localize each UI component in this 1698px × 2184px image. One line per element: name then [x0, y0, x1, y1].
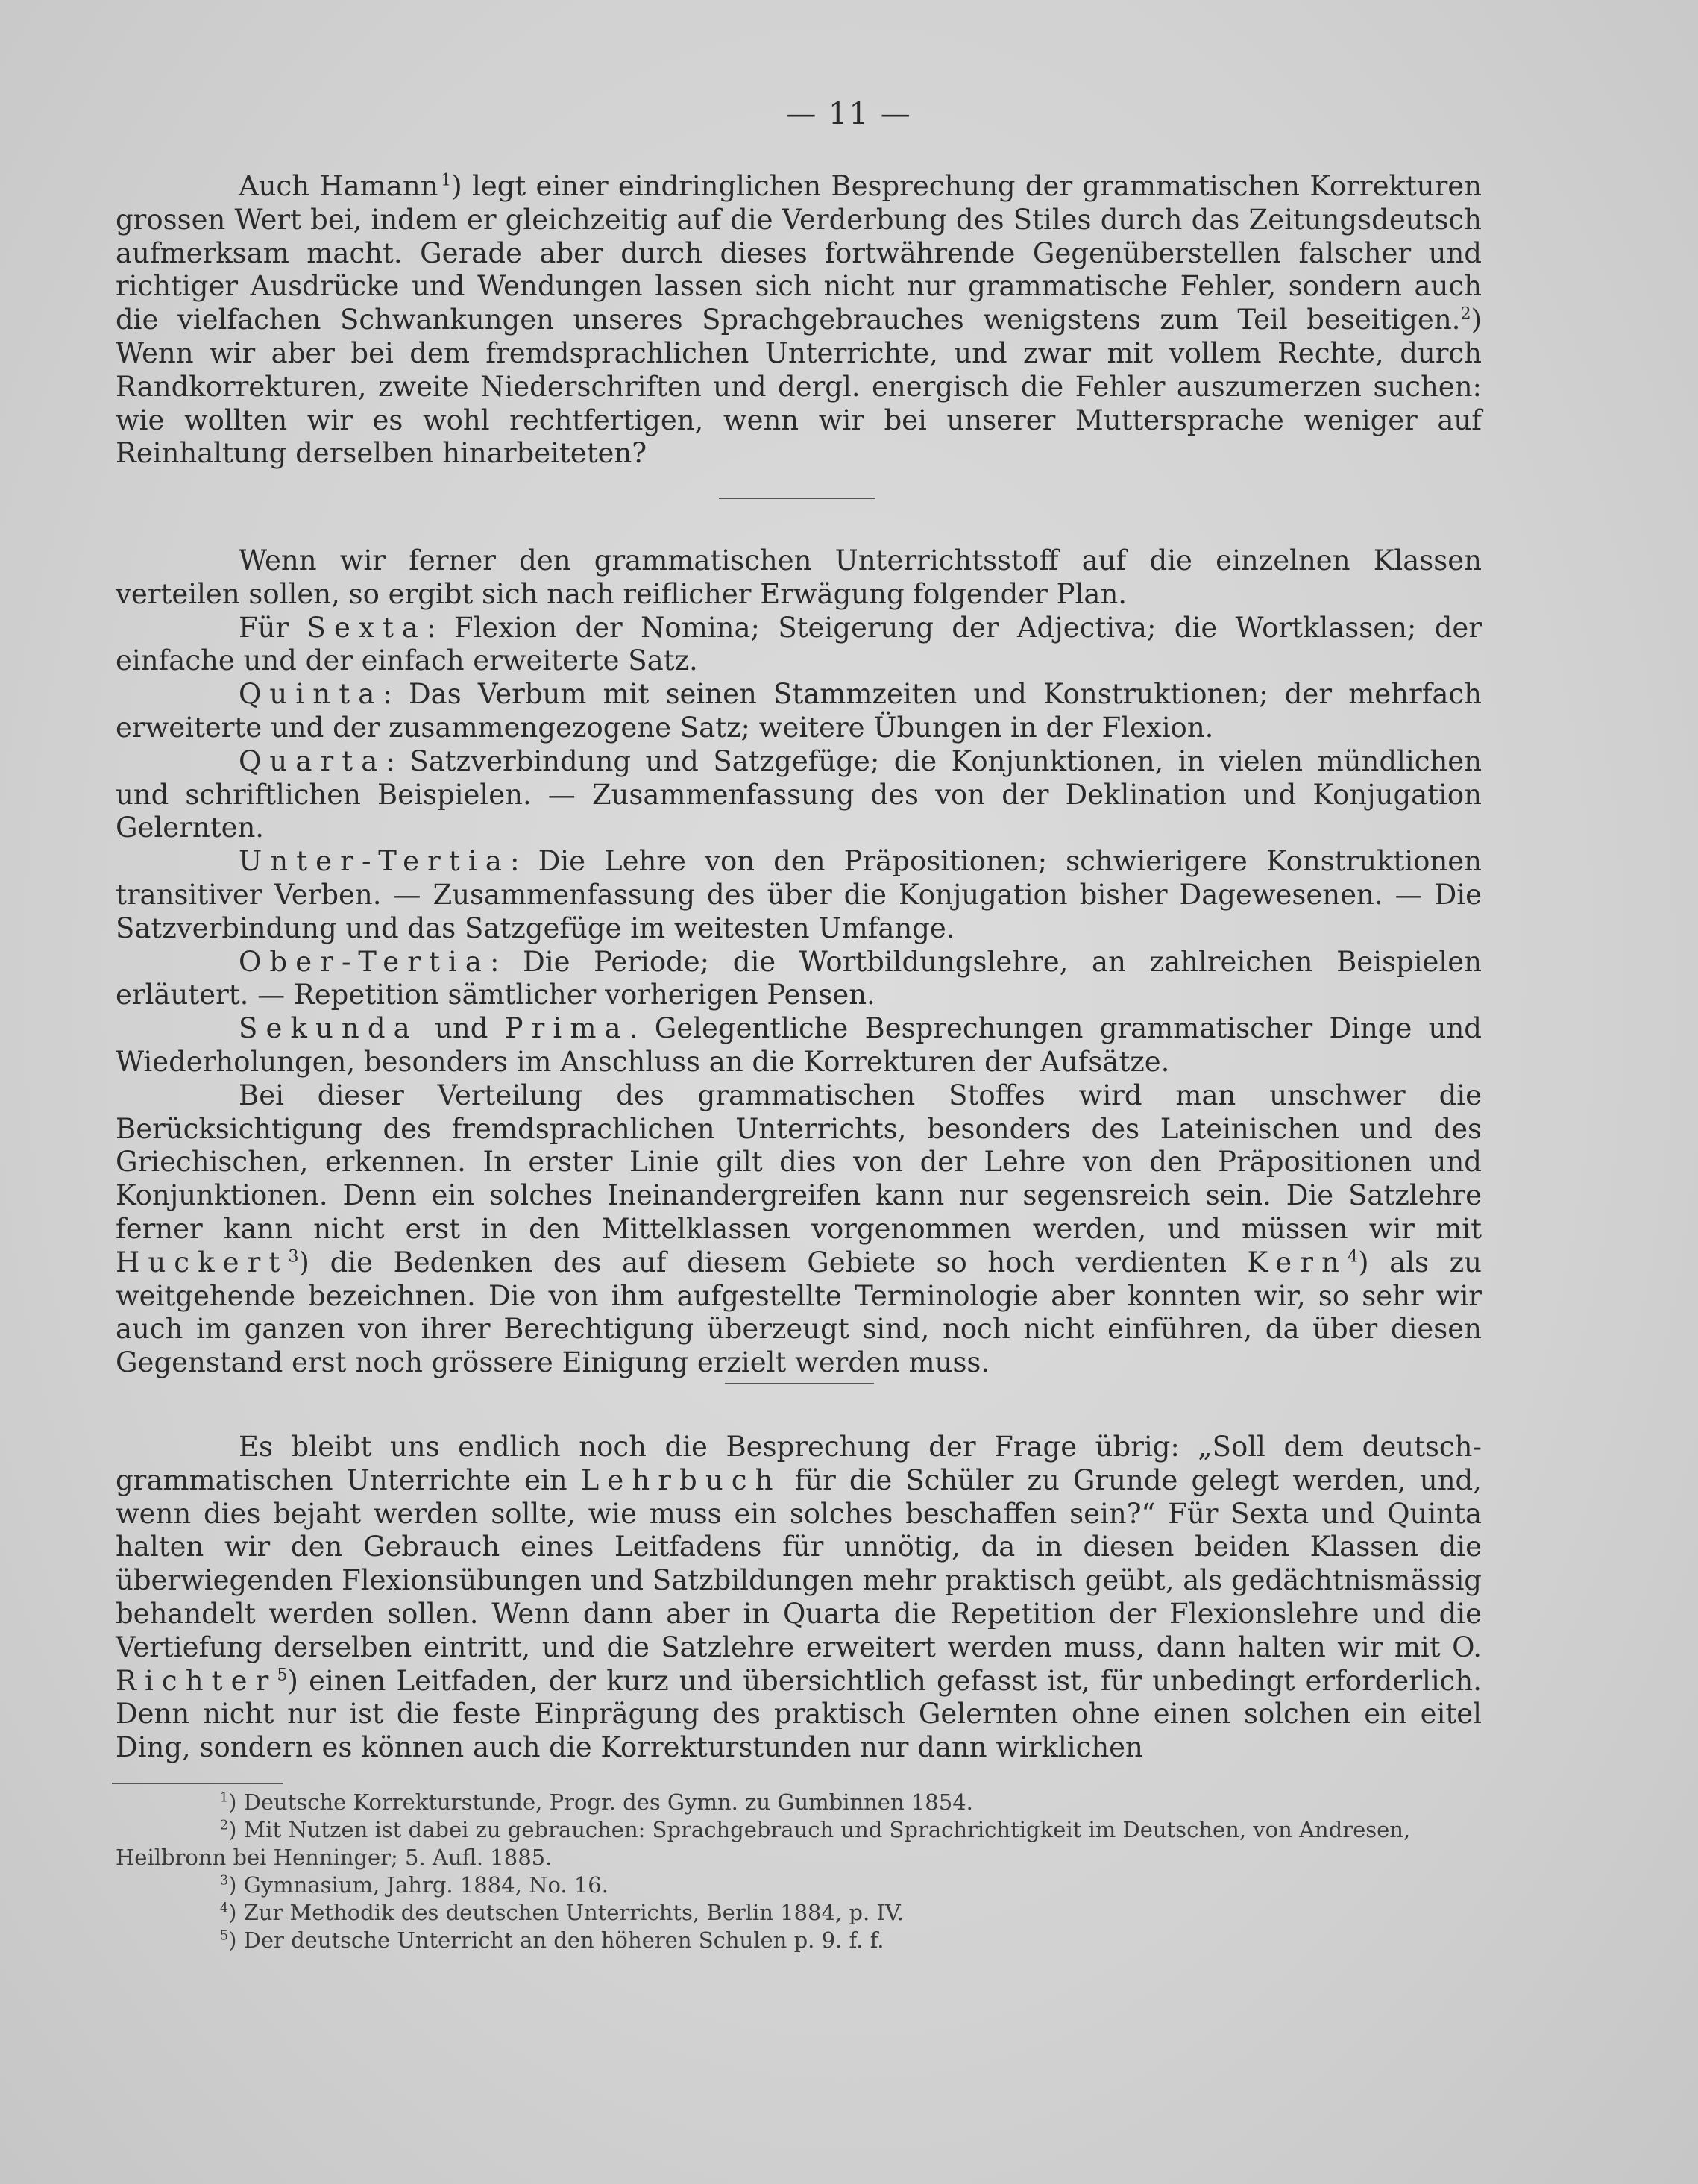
paragraph-intro: Wenn wir ferner den grammatischen Unterrichtsstoff auf die einzelnen Klassen verteilen sollen, so ergibt sich nach reiflicher Erwägung folgender Plan. [116, 545, 1482, 610]
text-run: Bei dieser Verteilung des grammatischen Stoffes wird man unschwer die Berücksichtigung des fremdsprachlichen Unterrichts, besonders des Lateinischen und des Griechischen, erkennen. In erster Linie gilt dies von der Lehre von den Präpositionen und Konjunktionen. Denn ein solches Ineinandergreifen kann nur segensreich sein. Die Satzlehre ferner kann nicht erst in den Mittelklassen vorgenommen werden, und müssen wir mit [116, 1079, 1482, 1245]
text-run: Auch Hamann [239, 170, 438, 202]
footnote-4 [116, 1899, 1482, 1927]
author-kern: Kern [1247, 1246, 1348, 1278]
class-label-quarta: Quarta [239, 744, 386, 777]
text-run: : Die Lehre von den Präpositionen; schwierigere Konstruktionen transitiver Verben. — Zusammenfassung des über die Konjugation bisher Dagewesenen. — Die Satzverbindung und das Satzgefüge im weitesten Umfange. [116, 845, 1482, 944]
text-run: : Das Verbum mit seinen Stammzeiten und Konstruktionen; der mehrfach erweiterte und der zusammengezogene Satz; weitere Übungen in der Flexion. [116, 678, 1482, 744]
footnote-5 [116, 1927, 1482, 1954]
footnote-ref: 4 [1348, 1246, 1359, 1267]
paragraph-verteilung [116, 1079, 1482, 1380]
text-run: ) legt einer eindringlichen Besprechung der grammatischen Korrekturen grossen Wert bei, indem er gleichzeitig auf die Verderbung des Stiles durch das Zeitungsdeutsch aufmerksam macht. Gerade aber durch dieses fortwährende Gegenüberstellen falscher und richtiger Ausdrücke und Wendungen lassen sich nicht nur grammatische Fehler, sondern auch die vielfachen Schwankungen unseres Sprachgebrauches wenigstens zum Teil beseitigen. [116, 170, 1482, 336]
footnote-ref: 5 [277, 1665, 288, 1685]
section-divider [719, 498, 875, 499]
footnote-text: ) Der deutsche Unterricht an den höheren Schulen p. 9. f. f. [228, 1927, 884, 1953]
text-run: für die Schüler zu Grunde gelegt werden, und, wenn dies bejaht werden sollte, wie muss ein solches beschaffen sein?“ Für Sexta und Quinta halten wir den Gebrauch eines Leitfadens für unnötig, da in diesen beiden Klassen die überwiegenden Flexionsübungen und Satzbildungen mehr praktisch geübt, als gedächtnismässig behandelt werden sollen. Wenn dann aber in Quarta die Repetition der Flexionslehre und die Vertiefung derselben eintritt, und die Satzlehre erweitert werden muss, dann halten wir mit O. [116, 1463, 1482, 1663]
footnotes [116, 1789, 1482, 1954]
class-label-quinta: Quinta [239, 678, 383, 711]
footnote-number: 3 [220, 1873, 229, 1889]
footnote-text: ) Zur Methodik des deutschen Unterrichts, Berlin 1884, p. IV. [228, 1900, 904, 1925]
text-run: und [435, 1012, 488, 1045]
paragraph-sekunda-prima [116, 1012, 1482, 1079]
author-huckert: Huckert [116, 1246, 289, 1278]
footnote-text: ) Gymnasium, Jahrg. 1884, No. 16. [228, 1872, 609, 1898]
footnote-1 [116, 1789, 1482, 1816]
paragraph-lehrbuch [116, 1431, 1482, 1765]
term-lehrbuch: Lehrbuch [580, 1463, 782, 1496]
footnote-number: 5 [220, 1928, 229, 1944]
text-run: ) die Bedenken des auf diesem Gebiete so hoch verdienten [298, 1246, 1227, 1278]
paragraph-sexta [116, 612, 1482, 679]
class-label-ober-tertia: Ober-Tertia [239, 945, 491, 978]
class-label-unter-tertia: Unter-Tertia [239, 845, 510, 878]
footnote-text: ) Mit Nutzen ist dabei zu gebrauchen: Sprachgebrauch und Sprachrichtigkeit im Deutschen, von Andresen, Heilbronn bei Henninger; 5. Aufl. 1885. [116, 1817, 1411, 1870]
footnote-number: 4 [220, 1901, 229, 1916]
footnote-ref: 3 [288, 1246, 299, 1267]
section-lehrplan [116, 545, 1482, 1380]
text-run: : Die Periode; die Wortbildungslehre, an zahlreichen Beispielen erläutert. — Repetition sämtlicher vorherigen Pensen. [116, 945, 1482, 1011]
text-run: : Flexion der Nomina; Steigerung der Adjectiva; die Wortklassen; der einfache und der einfach erweiterte Satz. [116, 611, 1482, 677]
text-run: : Satzverbindung und Satzgefüge; die Konjunktionen, in vielen mündlichen und schriftlichen Beispielen. — Zusammenfassung des von der Deklination und Konjugation Gelernten. [116, 744, 1482, 844]
paragraph-quinta [116, 678, 1482, 745]
footnote-3 [116, 1871, 1482, 1899]
text-run: Es bleibt uns endlich noch die Besprechung der Frage übrig: „Soll dem deutsch-grammatischen Unterrichte ein [116, 1431, 1482, 1496]
footnote-text: ) Deutsche Korrekturstunde, Progr. des Gymn. zu Gumbinnen 1854. [228, 1789, 973, 1815]
footnote-number: 2 [220, 1818, 229, 1833]
paragraph-ober-tertia [116, 946, 1482, 1013]
footnote-2 [116, 1816, 1482, 1871]
footnote-divider [112, 1783, 283, 1784]
text-run: . Gelegentliche Besprechungen grammatischer Dinge und Wiederholungen, besonders im Anschluss an die Korrekturen der Aufsätze. [116, 1012, 1482, 1078]
text-run: ) als zu weitgehende bezeichnen. Die von ihm aufgestellte Terminologie aber konnten wir, so sehr wir auch im ganzen von ihrer Berechtigung überzeugt sind, noch nicht einführen, da über diesen Gegenstand erst noch grössere Einigung erzielt werden muss. [116, 1246, 1482, 1379]
text-run: ) Wenn wir aber bei dem fremdsprachlichen Unterrichte, und zwar mit vollem Rechte, durch Randkorrekturen, zweite Niederschriften und dergl. energisch die Fehler auszumerzen suchen: wie wollten wir es wohl rechtfertigen, wenn wir bei unserer Muttersprache weniger auf Reinhaltung derselben hinarbeiteten? [116, 304, 1482, 470]
paragraph-hamann [116, 170, 1482, 471]
text-run: ) einen Leitfaden, der kurz und übersichtlich gefasst ist, für unbedingt erforderlich. Denn nicht nur ist die feste Einprägung des praktisch Gelernten ohne einen solchen ein eitel Ding, sondern es können auch die Korrekturstunden nur dann wirklichen [116, 1664, 1482, 1764]
paragraph-quarta [116, 745, 1482, 845]
paragraph-unter-tertia [116, 845, 1482, 945]
section-lehrbuch [116, 1431, 1482, 1765]
author-richter: Richter [116, 1664, 277, 1697]
class-label-sekunda: Sekunda [239, 1012, 418, 1045]
class-label-sexta: Sexta [306, 611, 427, 644]
text-run: Für [239, 611, 289, 644]
footnote-ref: 1 [441, 170, 452, 190]
footnote-number: 1 [220, 1790, 229, 1806]
section-hamann [116, 170, 1482, 471]
class-label-prima: Prima [504, 1012, 629, 1045]
footnote-ref: 2 [1460, 304, 1471, 324]
page-number: — 11 — [786, 97, 912, 131]
section-divider [725, 1383, 874, 1384]
